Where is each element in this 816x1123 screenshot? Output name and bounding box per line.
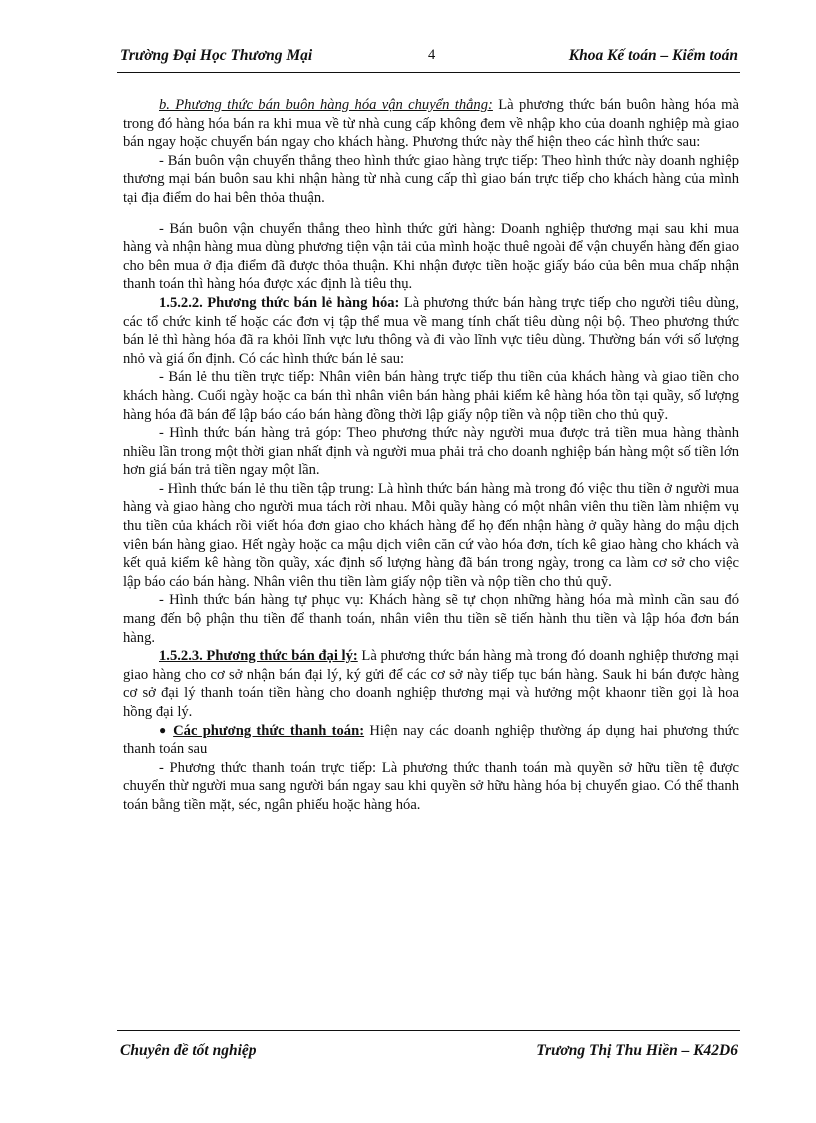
footer-author: Trương Thị Thu Hiền – K42D6 [536,1042,738,1059]
document-body [123,96,739,815]
header-school-name: Trường Đại Học Thương Mại [120,47,313,64]
paragraph: - Hình thức bán hàng tự phục vụ: Khách hàng sẽ tự chọn những hàng hóa mà mình cần sau đó mang đến bộ phận thu tiền để thanh toán, nhân viên thu tiền sẽ tiến hành thu tiền và lập hóa đơn bán hàng. [123,592,739,646]
header-rule [117,72,740,73]
paragraph-text: Là phương thức bán buôn hàng hóa mà trong đó hàng hóa bán ra khi mua về từ nhà cung cấp không đem về nhập kho của doanh nghiệp mà giao bán ngay hoặc chuyển bán ngay cho khách hàng. Phương thức này thể hiện theo các hình thức sau: [123,97,739,151]
paragraph-text: Là phương thức bán hàng trực tiếp cho người tiêu dùng, các tổ chức kinh tế hoặc các đơn vị tập thể mua về mang tính chất tiêu dùng nội bộ. Theo phương thức bán lẻ thì hàng hóa đã ra khỏi lĩnh vực lưu thông và đi vào lĩnh vực tiêu dùng. Thường bán với số lượng nhỏ và giá ổn định. Có các hình thức bán lẻ sau: [123,294,739,367]
paragraph-text: Là phương thức bán hàng mà trong đó doanh nghiệp thương mại giao hàng cho cơ sở nhận bán đại lý, ký gửi để các cơ sở này tiếp tục bán hàng. Sauk hi bán được hàng cơ sở đại lý thanh toán tiền hàng cho doanh nghiệp thương mại và hưởng một khaonr tiền gọi là hoa hồng đại lý. [123,648,740,720]
paragraph: - Bán buôn vận chuyển thẳng theo hình thức gửi hàng: Doanh nghiệp thương mại sau khi mua hàng và nhận hàng mua dùng phương tiện vận tải của mình hoặc thuê ngoài để vận chuyển hàng đến giao cho bên mua ở địa điểm đã được thỏa thuận. Khi nhận được tiền hoặc giấy báo của bên mua chấp nhận thanh toán thì hàng hóa được xác định là tiêu thụ. [123,220,739,293]
bullet-icon: ● [159,722,168,737]
section-heading: 1.5.2.3. Phương thức bán đại lý: [159,648,358,665]
paragraph [123,96,739,152]
paragraph-text: Hiện nay các doanh nghiệp thường áp dụng hai phương thức thanh toán sau [123,722,740,758]
header-faculty: Khoa Kế toán – Kiểm toán [568,47,738,64]
paragraph: - Hình thức bán lẻ thu tiền tập trung: Là hình thức bán hàng mà trong đó việc thu tiền ở người mua hàng và giao hàng cho người mua tách rời nhau. Mỗi quầy hàng có một nhân viên thu tiền làm nhiệm vụ thu tiền của khách rồi viết hóa đơn giao cho khách hàng để họ đến nhận hàng ở quầy hàng do mậu dịch viên bán hàng giao. Hết ngày hoặc ca mậu dịch viên căn cứ vào hóa đơn, tích kê giao hàng cho khách và kết quả kiểm kê hàng tồn quầy, xác định số lượng hàng đã bán trong ngày, trong ca làm cơ sở cho việc lập báo cáo bán hàng. Nhân viên thu tiền làm giấy nộp tiền và nộp tiền cho thủ quỹ. [123,480,739,590]
footer-rule [117,1030,740,1031]
page-number: 4 [428,47,436,63]
paragraph: - Bán lẻ thu tiền trực tiếp: Nhân viên bán hàng trực tiếp thu tiền của khách hàng và giao tiền cho khách hàng. Cuối ngày hoặc ca bán thì nhân viên bán hàng phải kiểm kê hàng hóa tồn tại quầy, số lượng hàng hóa đã bán để lập báo cáo bán hàng đồng thời lập giấy nộp tiền và nộp tiền cho thủ quỹ. [123,369,739,423]
footer-title: Chuyên đề tốt nghiệp [120,1042,257,1059]
page-header [120,47,738,69]
paragraph-lead: b. Phương thức bán buôn hàng hóa vận chuyển thẳng: [159,97,493,113]
section-heading: 1.5.2.2. Phương thức bán lẻ hàng hóa: [159,294,400,311]
paragraph [123,294,739,368]
paragraph [123,722,739,759]
page-footer [120,1042,738,1064]
paragraph: - Hình thức bán hàng trả góp: Theo phương thức này người mua được trả tiền mua hàng thành nhiều lần trong một thời gian nhất định và người mua phải trả cho doanh nghiệp bán hàng một số tiền lớn hơn giá bán trả tiền ngay một lần. [123,425,739,479]
paragraph: - Phương thức thanh toán trực tiếp: Là phương thức thanh toán mà quyền sở hữu tiền tệ được chuyển thừ người mua sang người bán ngay sau khi quyền sở hữu hàng hóa bị chuyển giao. Có thể thanh toán bằng tiền mặt, séc, ngân phiếu hoặc hàng hóa. [123,759,739,813]
section-heading: Các phương thức thanh toán: [173,722,365,739]
paragraph: - Bán buôn vận chuyển thẳng theo hình thức giao hàng trực tiếp: Theo hình thức này doanh nghiệp thương mại bán buôn sau khi nhận hàng từ nhà cung cấp thì giao bán trực tiếp cho khách hàng của mình tại địa điểm do hai bên thỏa thuận. [123,152,739,206]
paragraph [123,647,739,721]
